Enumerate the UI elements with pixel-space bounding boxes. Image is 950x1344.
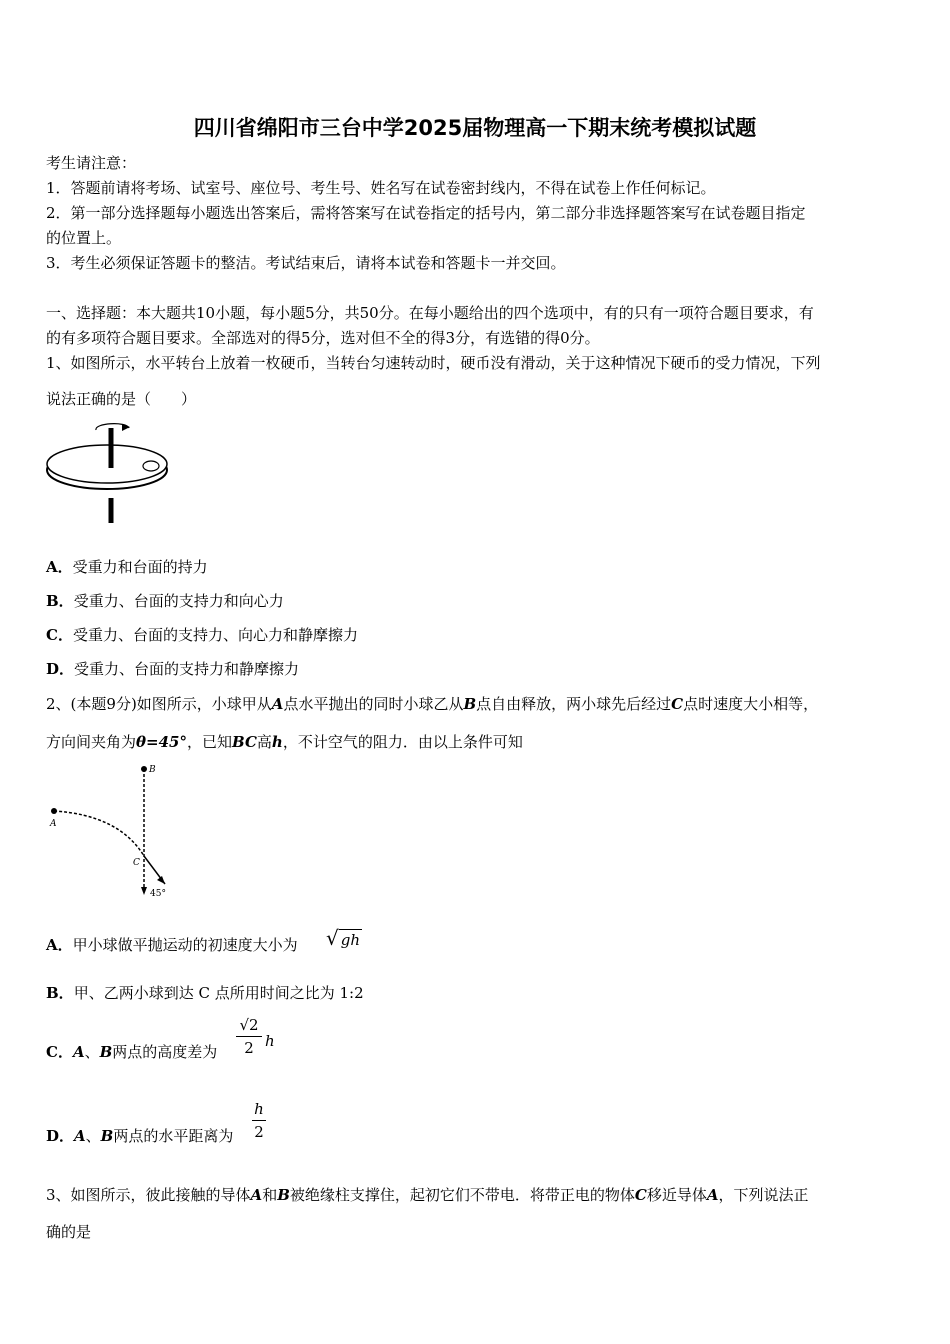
point-a bbox=[51, 808, 57, 814]
coin bbox=[143, 461, 159, 471]
projectile-figure bbox=[44, 760, 184, 905]
notice-item-2: 2．第一部分选择题每小题选出答案后，需将答案写在试卷指定的括号内，第二部分非选择题答案写在试卷题目指定 bbox=[46, 204, 806, 222]
point-b bbox=[141, 766, 147, 772]
fraction-sqrt2-over-2: $\frac{√2}{2}$ bbox=[236, 1016, 262, 1057]
projectile-path bbox=[54, 811, 144, 856]
q2-stem-1: 2、(本题9分)如图所示，小球甲从A点水平抛出的同时小球乙从B点自由释放，两小球先后经过C点时速度大小相等， bbox=[46, 695, 819, 713]
label-a: A bbox=[50, 819, 57, 829]
q1-option-d: D．受重力、台面的支持力和静摩擦力 bbox=[46, 660, 300, 678]
label-c: C bbox=[133, 858, 140, 868]
notice-heading: 考生请注意： bbox=[46, 154, 137, 172]
notice-item-3: 3．考生必须保证答题卡的整洁。考试结束后，请将本试卷和答题卡一并交回。 bbox=[46, 254, 566, 272]
q1-option-a: A．受重力和台面的持力 bbox=[46, 558, 208, 576]
fraction-h-over-2: $\frac{h}{2}$ bbox=[252, 1100, 266, 1141]
sqrt-gh: √ gh bbox=[326, 926, 361, 950]
q3-stem-2: 确的是 bbox=[46, 1223, 92, 1241]
fraction-var-h: h bbox=[265, 1032, 275, 1050]
turntable-figure bbox=[44, 418, 179, 526]
section-intro-1: 一、选择题：本大题共10小题，每小题5分，共50分。在每小题给出的四个选项中，有的只有一项符合题目要求，有 bbox=[46, 304, 814, 322]
q1-stem-2: 说法正确的是（ ） bbox=[46, 390, 197, 408]
q2-option-b: B．甲、乙两小球到达 C 点所用时间之比为 1:2 bbox=[46, 984, 364, 1002]
section-intro-2: 的有多项符合题目要求。全部选对的得5分，选对但不全的得3分，有选错的得0分。 bbox=[46, 329, 600, 347]
q3-stem-1: 3、如图所示，彼此接触的导体A和B被绝缘柱支撑住，起初它们不带电．将带正电的物体C移近导体A，下列说法正 bbox=[46, 1186, 809, 1204]
label-angle: 45° bbox=[150, 889, 166, 899]
q1-stem-1: 1、如图所示，水平转台上放着一枚硬币，当转台匀速转动时，硬币没有滑动，关于这种情况下硬币的受力情况，下列 bbox=[46, 354, 821, 372]
q2-option-d: D．A、B两点的水平距离为 bbox=[46, 1127, 234, 1145]
q1-option-c: C．受重力、台面的支持力、向心力和静摩擦力 bbox=[46, 626, 358, 644]
q2-option-c: C．A、B两点的高度差为 bbox=[46, 1043, 218, 1061]
velocity-arrow-b bbox=[141, 887, 147, 895]
q1-option-b: B．受重力、台面的支持力和向心力 bbox=[46, 592, 284, 610]
label-b: B bbox=[149, 765, 156, 775]
notice-item-2-cont: 的位置上。 bbox=[46, 229, 122, 247]
page-title: 四川省绵阳市三台中学2025届物理高一下期末统考模拟试题 bbox=[193, 116, 757, 140]
q2-option-a: A．甲小球做平抛运动的初速度大小为 bbox=[46, 936, 298, 954]
q2-stem-2: 方向间夹角为θ=45°，已知BC高h，不计空气的阻力．由以上条件可知 bbox=[46, 733, 523, 751]
notice-item-1: 1．答题前请将考场、试室号、座位号、考生号、姓名写在试卷密封线内，不得在试卷上作任何标记。 bbox=[46, 179, 716, 197]
